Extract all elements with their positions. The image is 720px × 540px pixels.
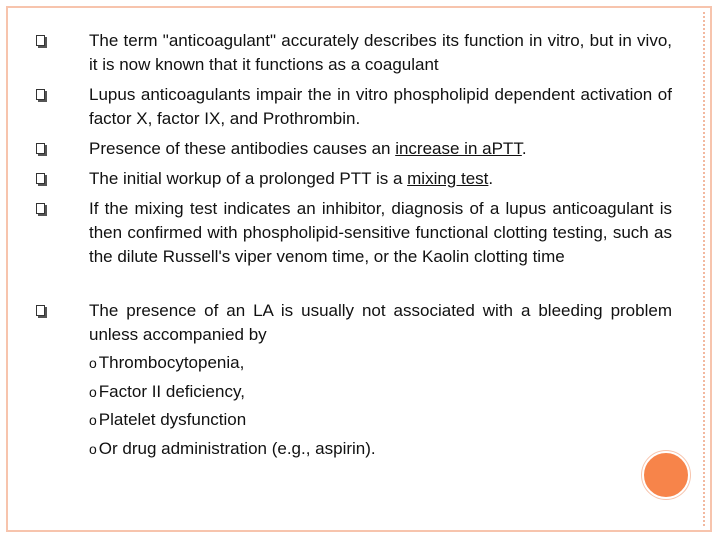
bullet-text-4 [89,167,672,191]
bullet-text-4-pre: The initial workup of a prolonged PTT is a [89,169,408,188]
checkbox-bullet-icon [36,143,45,154]
checkbox-bullet-icon [36,35,45,46]
sub-item-4-text: Or drug administration (e.g., aspirin). [98,439,376,458]
link-mixing-test[interactable]: mixing test [407,169,489,188]
link-increase-in-aptt[interactable]: increase in aPTT [395,139,522,158]
sub-item-1-text: Thrombocytopenia, [98,353,245,372]
bullet-text-3 [89,137,672,161]
bullet-text-3-post: . [521,139,527,158]
checkbox-bullet-icon [36,203,45,214]
sub-item-3-text: Platelet dysfunction [98,410,247,429]
bullet-text-6: The presence of an LA is usually not associated with a bleeding problem unless accompanied by [89,301,672,344]
circle-bullet-icon: o [89,384,97,400]
circle-bullet-icon: o [89,441,97,457]
bullet-text-5: If the mixing test indicates an inhibitor, diagnosis of a lupus anticoagulant is then confirmed with phospholipid-sensitive functional clotting testing, such as the dilute Russell's viper venom time, or the Kaolin clotting time [89,199,672,266]
sub-item-4 [89,437,376,461]
sub-item-2-text: Factor II deficiency, [98,382,245,401]
sub-item-3 [89,408,246,432]
sub-item-1 [89,351,244,375]
circle-bullet-icon: o [89,355,97,371]
bullet-text-2: Lupus anticoagulants impair the in vitro phospholipid dependent activation of factor X, factor IX, and Prothrombin. [89,85,672,128]
checkbox-bullet-icon [36,89,45,100]
decorative-circle [642,451,690,499]
sub-item-2 [89,380,245,404]
bullet-text-3-pre: Presence of these antibodies causes an [89,139,396,158]
checkbox-bullet-icon [36,305,45,316]
checkbox-bullet-icon [36,173,45,184]
circle-bullet-icon: o [89,412,97,428]
bullet-text-4-post: . [488,169,494,188]
bullet-text-1: The term "anticoagulant" accurately describes its function in vitro, but in vivo, it is now known that it functions as a coagulant [89,31,672,74]
